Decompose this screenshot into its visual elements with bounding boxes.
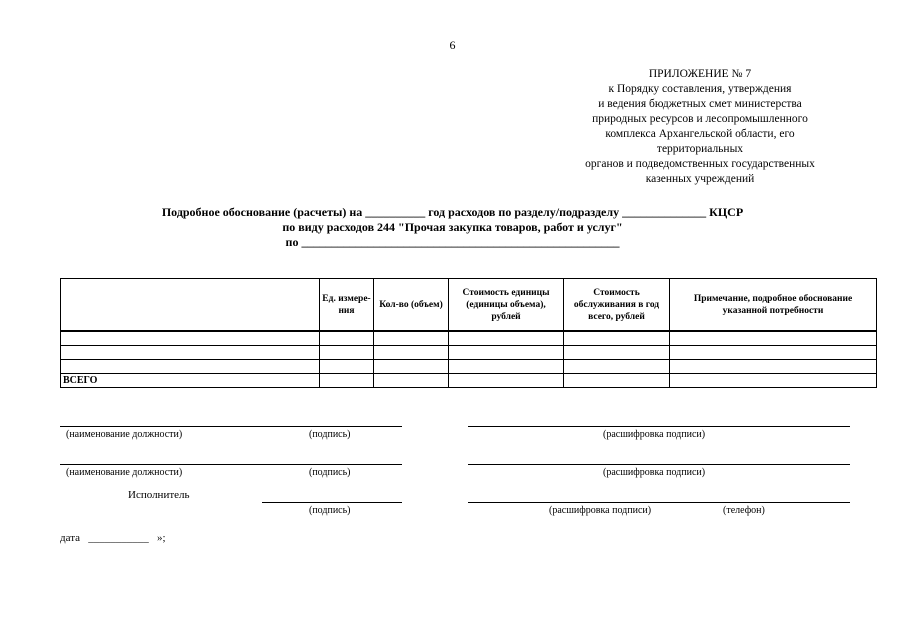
table-row <box>61 346 877 360</box>
table-row <box>61 360 877 374</box>
table-cell[interactable] <box>61 360 320 374</box>
decoding-line-1[interactable] <box>468 426 850 427</box>
table-row <box>61 331 877 346</box>
table-cell[interactable] <box>670 374 877 388</box>
table-cell[interactable] <box>564 374 670 388</box>
phone-caption: (телефон) <box>723 505 765 516</box>
header-cell-unit-cost: Стоимость единицы (единицы объема), рублей <box>449 279 564 332</box>
table-cell[interactable] <box>449 374 564 388</box>
executor-decoding-line[interactable] <box>468 502 850 503</box>
table-cell[interactable] <box>670 360 877 374</box>
header-cell-unit: Ед. измере-ния <box>320 279 374 332</box>
date-blank[interactable]: ___________ <box>88 532 149 544</box>
page-number: 6 <box>449 38 456 52</box>
decoding-caption-2: (расшифровка подписи) <box>603 467 706 478</box>
appendix-line: территориальных <box>656 143 744 155</box>
title-line-3: по _____________________________________________________ <box>285 235 620 249</box>
appendix-line: комплекса Архангельской области, его <box>605 128 795 140</box>
title-line-1: Подробное обоснование (расчеты) на __________ год расходов по разделу/подразделу ______________ КЦСР <box>161 205 744 219</box>
header-cell-name <box>61 279 320 332</box>
appendix-line: органов и подведомственных государственных <box>585 158 815 170</box>
appendix-line: казенных учреждений <box>645 173 755 185</box>
decoding-caption-3: (расшифровка подписи) <box>549 505 652 516</box>
date-suffix: »; <box>157 532 166 544</box>
table-cell[interactable] <box>374 331 449 346</box>
position-caption-1: (наименование должности) <box>66 429 183 440</box>
appendix-line: природных ресурсов и лесопромышленного <box>592 113 808 125</box>
calculation-table <box>60 278 877 388</box>
total-label: ВСЕГО <box>61 374 320 388</box>
signature-caption-2: (подпись) <box>309 467 351 478</box>
table-cell[interactable] <box>374 360 449 374</box>
title-line-2: по виду расходов 244 "Прочая закупка товаров, работ и услуг" <box>282 220 623 234</box>
table-cell[interactable] <box>320 374 374 388</box>
decoding-caption-1: (расшифровка подписи) <box>603 429 706 440</box>
table-cell[interactable] <box>374 346 449 360</box>
executor-label: Исполнитель <box>128 489 190 501</box>
table-header-row <box>61 279 877 332</box>
signature-caption-1: (подпись) <box>309 429 351 440</box>
appendix-line: к Порядку составления, утверждения <box>608 83 792 95</box>
position-line-2[interactable] <box>60 464 402 465</box>
header-cell-quantity: Кол-во (объем) <box>374 279 449 332</box>
decoding-line-2[interactable] <box>468 464 850 465</box>
position-caption-2: (наименование должности) <box>66 467 183 478</box>
table-cell[interactable] <box>320 360 374 374</box>
table-cell[interactable] <box>670 331 877 346</box>
appendix-block <box>540 67 860 187</box>
table-cell[interactable] <box>320 331 374 346</box>
table-cell[interactable] <box>564 331 670 346</box>
table-total-row <box>61 374 877 388</box>
executor-signature-line[interactable] <box>262 502 402 503</box>
table-cell[interactable] <box>61 331 320 346</box>
table-cell[interactable] <box>320 346 374 360</box>
date-label: дата <box>60 532 81 544</box>
table-cell[interactable] <box>670 346 877 360</box>
table-cell[interactable] <box>449 346 564 360</box>
table-cell[interactable] <box>374 374 449 388</box>
header-cell-note: Примечание, подробное обоснование указанной потребности <box>670 279 877 332</box>
date-field <box>60 532 166 544</box>
table-cell[interactable] <box>61 346 320 360</box>
table-cell[interactable] <box>564 346 670 360</box>
appendix-line: ПРИЛОЖЕНИЕ № 7 <box>648 68 752 80</box>
position-line-1[interactable] <box>60 426 402 427</box>
document-title <box>0 205 905 250</box>
appendix-line: и ведения бюджетных смет министерства <box>598 98 802 110</box>
table-cell[interactable] <box>449 331 564 346</box>
signature-caption-3: (подпись) <box>309 505 351 516</box>
header-cell-annual-cost: Стоимость обслуживания в год всего, рублей <box>564 279 670 332</box>
table-cell[interactable] <box>449 360 564 374</box>
table-cell[interactable] <box>564 360 670 374</box>
